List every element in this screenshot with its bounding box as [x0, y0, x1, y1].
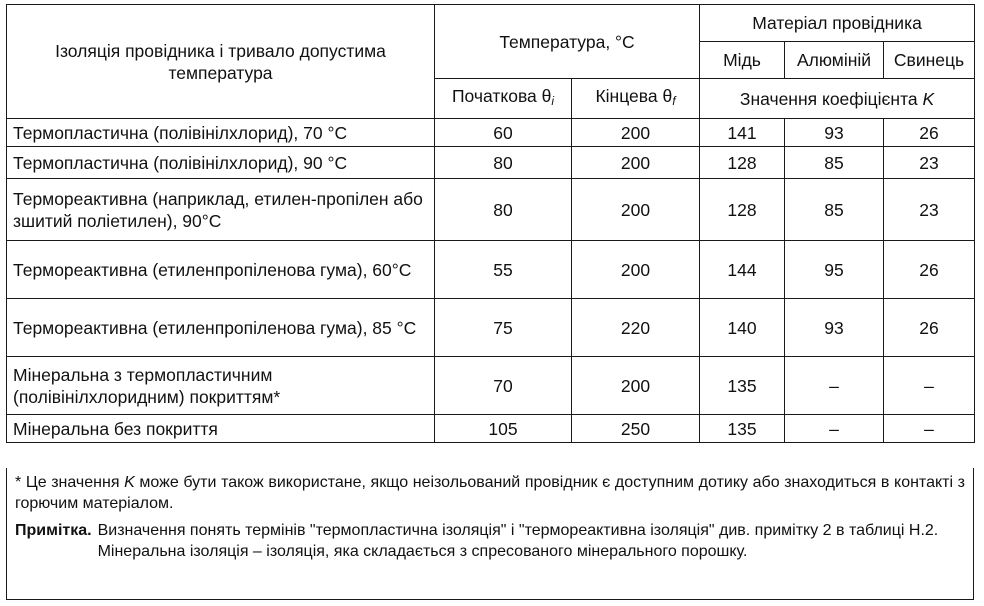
insulation-header: Ізоляція провідника і тривало допустима температура	[7, 5, 435, 119]
table-footnotes	[6, 468, 974, 600]
table-row	[7, 119, 975, 147]
final-temp-cell: 220	[572, 299, 700, 357]
table-row	[7, 357, 975, 415]
copper-k-cell: 135	[700, 357, 785, 415]
insulation-cell: Термопластична (полівінілхлорид), 70 °C	[7, 119, 435, 147]
final-temp-cell: 200	[572, 179, 700, 241]
initial-temp-cell: 80	[435, 147, 572, 179]
initial-temp-cell: 75	[435, 299, 572, 357]
material-lead-header: Свинець	[884, 42, 975, 79]
lead-k-cell: 23	[884, 147, 975, 179]
final-temp-cell: 200	[572, 119, 700, 147]
aluminium-k-cell: –	[785, 415, 884, 443]
initial-temp-cell: 105	[435, 415, 572, 443]
aluminium-k-cell: 93	[785, 299, 884, 357]
table-row	[7, 241, 975, 299]
coefficient-header: Значення коефіцієнта K	[700, 79, 975, 119]
final-temp-cell: 200	[572, 241, 700, 299]
initial-temp-cell: 60	[435, 119, 572, 147]
conductor-coefficient-table	[6, 4, 975, 443]
aluminium-k-cell: 93	[785, 119, 884, 147]
initial-temp-cell: 70	[435, 357, 572, 415]
lead-k-cell: 23	[884, 179, 975, 241]
final-temp-cell: 250	[572, 415, 700, 443]
initial-temp-header: Початкова $\theta_i$	[435, 79, 572, 119]
material-aluminium-header: Алюміній	[785, 42, 884, 79]
copper-k-cell: 135	[700, 415, 785, 443]
note-label: Примітка.	[15, 522, 92, 539]
copper-k-cell: 128	[700, 147, 785, 179]
insulation-cell: Термопластична (полівінілхлорид), 90 °C	[7, 147, 435, 179]
table-row	[7, 179, 975, 241]
temperature-header: Температура, °C	[435, 5, 700, 79]
lead-k-cell: 26	[884, 241, 975, 299]
note-text: Визначення понять термінів "термопластична ізоляція" і "термореактивна ізоляція" див. примітку 2 в таблиці Н.2.	[97, 522, 939, 539]
aluminium-k-cell: –	[785, 357, 884, 415]
note-mineral-definition: Мінеральна ізоляція – ізоляція, яка складається з спресованого мінерального порошку.	[97, 543, 748, 560]
initial-temp-cell: 80	[435, 179, 572, 241]
aluminium-k-cell: 85	[785, 179, 884, 241]
lead-k-cell: –	[884, 415, 975, 443]
final-temp-cell: 200	[572, 147, 700, 179]
material-copper-header: Мідь	[700, 42, 785, 79]
insulation-cell: Термореактивна (наприклад, етилен-пропілен або зшитий поліетилен), 90°C	[7, 179, 435, 241]
copper-k-cell: 140	[700, 299, 785, 357]
insulation-cell: Термореактивна (етиленпропіленова гума), 85 °C	[7, 299, 435, 357]
final-temp-cell: 200	[572, 357, 700, 415]
aluminium-k-cell: 95	[785, 241, 884, 299]
table-row	[7, 147, 975, 179]
copper-k-cell: 128	[700, 179, 785, 241]
insulation-cell: Мінеральна без покриття	[7, 415, 435, 443]
insulation-cell: Термореактивна (етиленпропіленова гума), 60°C	[7, 241, 435, 299]
insulation-cell: Мінеральна з термопластичним (полівінілхлоридним) покриттям*	[7, 357, 435, 415]
table-row	[7, 415, 975, 443]
lead-k-cell: –	[884, 357, 975, 415]
material-header: Матеріал провідника	[700, 5, 975, 42]
aluminium-k-cell: 85	[785, 147, 884, 179]
copper-k-cell: 141	[700, 119, 785, 147]
table-row	[7, 299, 975, 357]
copper-k-cell: 144	[700, 241, 785, 299]
lead-k-cell: 26	[884, 299, 975, 357]
initial-temp-cell: 55	[435, 241, 572, 299]
lead-k-cell: 26	[884, 119, 975, 147]
asterisk-footnote: * Це значення K може бути також використане, якщо неізольований провідник є доступним дотику або знаходиться в контакті з горючим матеріалом.	[15, 474, 965, 512]
table-note	[15, 520, 965, 562]
final-temp-header: Кінцева $\theta_f$	[572, 79, 700, 119]
